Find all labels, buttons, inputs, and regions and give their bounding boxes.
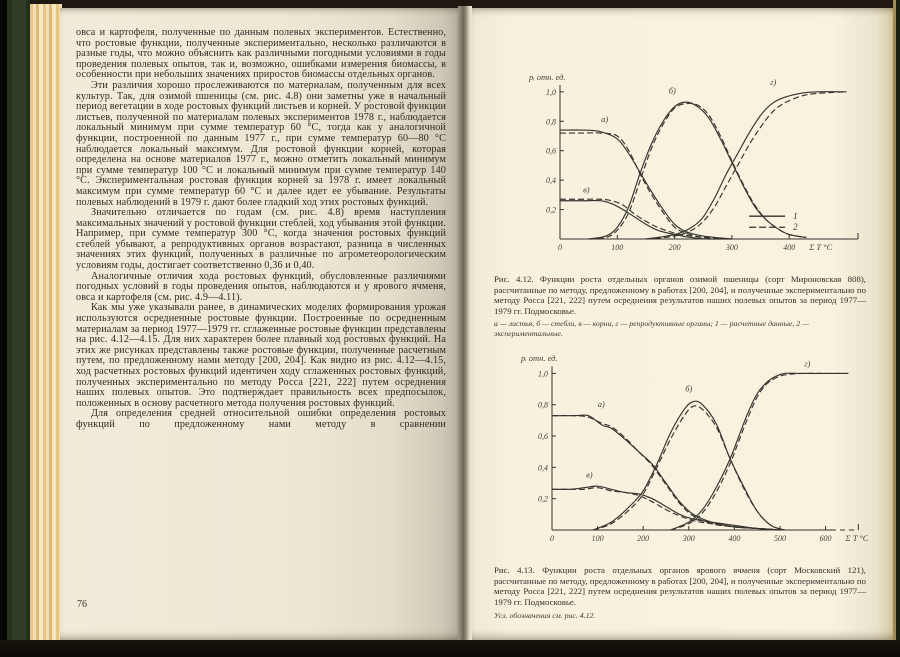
svg-text:1,0: 1,0 xyxy=(538,369,548,379)
svg-text:200: 200 xyxy=(637,534,650,544)
paragraph: Эти различия хорошо прослеживаются по материалам, полученным для всех культур. Так, для озимой пшеницы (см. рис. 4.8) они заметны уже в начальный период вегетации в ходе ростовых функций листьев и корней. У ростовой функции листьев, полученной по материалам полевых экспериментов 1978 г., наблюдается локальный минимум при сумме температур 60 °C, тогда как у аналогичной функции, построенной по данным 1977 г., при сумме температур 60—80 °C наблюдается локальный максимум. Для ростовой функции корней, которая определена на основе материалов 1977 г., можно отметить локальный минимум при сумме температур 100 °C и локальный минимум при сумме температур 140 °C. Экспериментальная ростовая функция корней за 1978 г. имеет локальный максимум при сумме температур 60 °C и далее идет ее убывание. Результаты полевых наблюдений в 1979 г. дают более гладкий ход этих ростовых функций. xyxy=(76,79,446,208)
book-cover-left-edge xyxy=(0,0,30,657)
svg-text:100: 100 xyxy=(611,243,624,252)
svg-text:pᵢ отн. ед.: pᵢ отн. ед. xyxy=(529,72,566,82)
svg-text:г): г) xyxy=(804,358,811,369)
svg-text:Σ T °C: Σ T °C xyxy=(809,242,833,252)
svg-text:б): б) xyxy=(668,85,676,96)
svg-text:300: 300 xyxy=(682,534,695,544)
figure-4-13-growth-functions-chart xyxy=(516,351,868,556)
svg-text:100: 100 xyxy=(591,534,604,544)
svg-text:в): в) xyxy=(586,469,593,480)
svg-text:200: 200 xyxy=(668,243,681,252)
svg-text:0: 0 xyxy=(550,534,554,544)
svg-text:г): г) xyxy=(770,77,777,88)
figure-4-12-growth-functions-chart xyxy=(524,70,864,265)
page-edge-stack xyxy=(30,4,62,650)
svg-text:0,4: 0,4 xyxy=(546,176,556,186)
svg-text:300: 300 xyxy=(725,243,738,252)
svg-text:0,4: 0,4 xyxy=(538,463,548,473)
svg-text:Σ T °C: Σ T °C xyxy=(845,533,868,544)
svg-text:в): в) xyxy=(583,184,590,195)
body-text xyxy=(76,28,446,431)
svg-text:2: 2 xyxy=(793,222,798,233)
figure-4-13-legend-note: Усл. обозначения см. рис. 4.12. xyxy=(494,610,596,620)
svg-text:0,6: 0,6 xyxy=(538,432,548,442)
paragraph: Как мы уже указывали ранее, в динамических моделях формирования урожая используются осредненные ростовые функции. Построенные по осредненным материалам за период 1977—1979 гг. сглаженные ростовые функции представлены на рис. 4.12—4.15. Для них характерен более плавный ход ростовых функций. На этих же рисунках представлены также ростовые функции, полученные расчетным путем, по предложенному нами методу [200, 204]. Как видно из рис. 4.12—4.15, ход расчетных ростовых функций идентичен ходу сглаженных ростовых функций, полученных экспериментально по методу Росса [221, 222] путем осреднения наших полевых опытов. Это подтверждает правильность всех предпосылок, положенных в основу расчетного метода получения ростовых функций. xyxy=(76,302,446,409)
page-number: 76 xyxy=(77,599,87,610)
svg-text:600: 600 xyxy=(819,534,832,544)
figure-4-12-legend-note: а — листья, б — стебли, в — корни, г — репродуктивные органы; 1 — расчетные данные, 2 — экспериментальные. xyxy=(494,319,810,338)
paragraph: овса и картофеля, полученные по данным полевых экспериментов. Естественно, что ростовые функции, полученные экспериментально, несколько различаются в разные годы, что можно объяснить как различными погодными условиями в годы проведения полевых опытов, так и, возможно, ошибками измерения биомассы, в особенности при небольших значениях приростов биомассы отдельных органов. xyxy=(76,27,446,81)
right-page xyxy=(472,8,893,640)
paragraph: Аналогичные отличия хода ростовых функций, обусловленные различиями погодных условий в годы проведения опытов, наблюдаются и у ярового ячменя, овса и картофеля (см. рис. 4.9—4.11). xyxy=(76,270,446,303)
svg-text:400: 400 xyxy=(783,243,796,252)
figure-4-13-caption: Рис. 4.13. Функции роста отдельных органов ярового ячменя (сорт Московский 121), рассчитанные по методу, предложенному в работах [200, 204], и полученные экспериментально по методу Росса [221, 222] путем осреднения результатов наших полевых опытов за период 1977—1979 гг. Подмосковье. xyxy=(494,565,866,607)
book-cover-right-edge xyxy=(893,0,900,657)
svg-text:400: 400 xyxy=(728,534,741,544)
svg-text:0,2: 0,2 xyxy=(538,494,548,504)
svg-text:0,6: 0,6 xyxy=(546,146,556,156)
background-bottom xyxy=(0,640,900,657)
svg-text:0,8: 0,8 xyxy=(538,400,548,410)
svg-text:а): а) xyxy=(601,114,609,124)
left-page xyxy=(60,8,458,640)
svg-text:0,8: 0,8 xyxy=(546,117,556,127)
svg-text:0,2: 0,2 xyxy=(546,205,556,215)
svg-text:0: 0 xyxy=(558,243,562,252)
svg-text:1,0: 1,0 xyxy=(546,87,556,97)
svg-text:500: 500 xyxy=(773,534,786,544)
figure-4-12-caption: Рис. 4.12. Функции роста отдельных органов озимой пшеницы (сорт Мироновская 808), рассчитанные по методу, предложенному в работах [200, 204], и полученные экспериментально по методу Росса [221, 222] путем осреднения результатов наших полевых опытов за период 1977—1979 гг. Подмосковье. xyxy=(494,274,866,316)
paragraph: Для определения средней относительной ошибки определения ростовых функций по предложенному нами методу в сравнении xyxy=(76,408,446,430)
paragraph: Значительно отличается по годам (см. рис. 4.8) время наступления максимальных значений у ростовой функции стеблей, ход убывания этой функции. Например, при сумме температур 300 °C, когда значения ростовых функций стеблей убывают, а репродуктивных органов возрастают, разница в численных значениях этих функций, полученных в различные по агрометеорологическим условиям годы, достигает соответственно 0,36 и 0,40. xyxy=(76,207,446,272)
svg-text:а): а) xyxy=(597,399,605,410)
svg-text:pᵢ отн. ед.: pᵢ отн. ед. xyxy=(521,353,558,364)
svg-text:1: 1 xyxy=(793,211,798,222)
svg-text:б): б) xyxy=(685,383,693,394)
book-gutter xyxy=(458,6,472,646)
